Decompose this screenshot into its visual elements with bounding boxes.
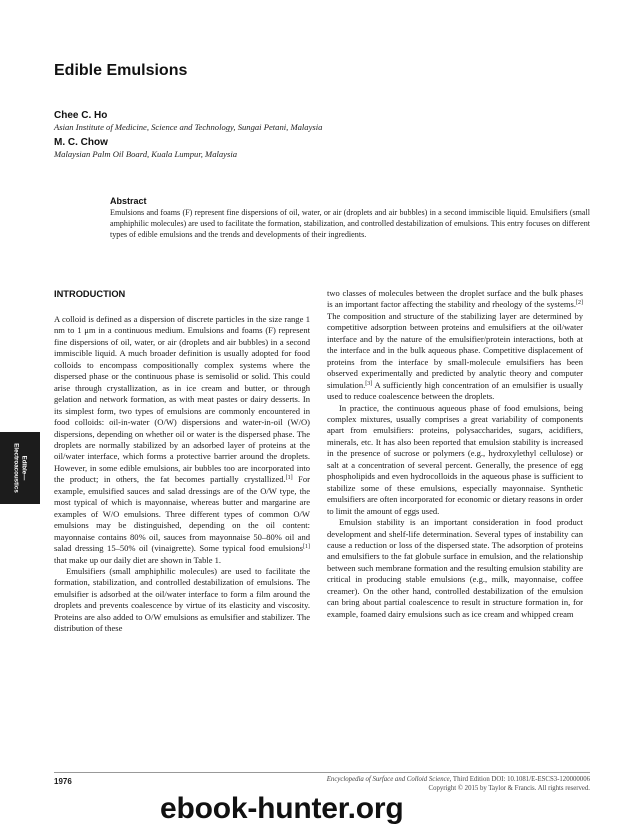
copyright-line: Copyright © 2015 by Taylor & Francis. All rights reserved. [428,785,590,792]
citation-ref: [1] [285,475,293,482]
author-affiliation: Asian Institute of Medicine, Science and Technology, Sungai Petani, Malaysia [54,122,323,132]
abstract-text: Emulsions and foams (F) represent fine dispersions of oil, water, or air (droplets and air bubbles) in a second immiscible liquid. Emulsifiers (small amphiphilic molecules) are used to facilitate the formation, stabilization, and controlled destabilization of emulsions. This entry focuses on different types of edible emulsions and the trends and developments of their ingredients. [110,208,590,239]
body-column-right [327,288,583,620]
author-name: Chee C. Ho [54,110,108,121]
abstract-heading: Abstract [110,196,147,206]
watermark: ebook-hunter.org [160,792,404,825]
page-number: 1976 [54,777,72,786]
author-name: M. C. Chow [54,137,108,148]
section-thumb-label: Edible— Electroacoustics [13,443,28,493]
citation-ref: [3] [365,380,373,387]
article-title: Edible Emulsions [54,62,188,79]
citation-ref: [2] [576,300,583,307]
body-paragraph: two classes of molecules between the droplet surface and the bulk phases is an important factor affecting the stability and rheology of the systems.[2] The composition and structure of the stabilizing layer are determined by competitive adsorption between proteins and emulsifiers at the oil/water interface and by the nature of the emulsifier/protein interactions, both at the interface and in the bulk aqueous phase. Competitive displacement of proteins from the interface by small-molecule emulsifiers has been observed experimentally and predicted by analytic theory and computer simulation.[3] A sufficiently high concentration of an emulsifier is usually used to reduce coalescence between the droplets. [327,288,583,402]
body-paragraph: Emulsifiers (small amphiphilic molecules) are used to facilitate the formation, stabilization, and controlled destabilization of emulsions. The emulsifier is adsorbed at the oil/water interface to form a film around the droplets and prevents coalescence by virtue of its elasticity and viscosity. Proteins are also added to O/W emulsions as emulsifier and stabilizer. The distribution of these [54,565,310,634]
section-thumb-tab [0,432,40,504]
citation-ref: [1] [303,544,310,551]
section-heading-introduction: INTRODUCTION [54,289,126,299]
footer-rule [54,772,590,773]
body-paragraph: A colloid is defined as a dispersion of discrete particles in the size range 1 nm to 1 μm in a continuous medium. Emulsions and foams (F) represent fine dispersions of oil, water, or air (droplets and air bubbles) in a second immiscible liquid. A much broader definition is usually adopted for food colloids to encompass compositionally complex systems where the dispersed phase or the continuous phase is semisolid or solid. This could arise through crystallization, as in ice cream and butter, or through gelation and network formation, as with meat pastes or dairy desserts. In its simplest form, two types of emulsions are commonly encountered in food colloids: oil-in-water (O/W) dispersions and water-in-oil (W/O) dispersions, depending on whether oil or water is the dispersed phase. The droplets are normally stabilized by an adsorbed layer of proteins at the oil/water interface, which forms a protective barrier around the droplets. However, in some edible emulsions, air bubbles too are incorporated into the product; in others, the fat becomes partially crystallized.[1] For example, emulsified sauces and salad dressings are of the O/W type, the most typical of which is mayonnaise, whereas butter and margarine are examples of W/O emulsions. Three different types of common O/W emulsions may be distinguished, depending on the oil content: mayonnaise contains 80% oil, sauces from mayonnaise 50–80% oil and salad dressing 15–50% oil (vinaigrette). Some typical food emulsions[1] that make up our daily diet are shown in Table 1. [54,314,310,565]
footer-citation: Encyclopedia of Surface and Colloid Science, Third Edition DOI: 10.1081/E-ESCS3-120000006 Copyright © 2015 by Taylor & Francis. All rights reserved. [230,775,590,793]
author-affiliation: Malaysian Palm Oil Board, Kuala Lumpur, Malaysia [54,149,238,159]
body-column-left [54,288,310,635]
body-paragraph: In practice, the continuous aqueous phase of food emulsions, being complex mixtures, usually comprises a great variability of components apart from emulsifiers: proteins, polysaccharides, sugars, acidifiers, minerals, etc. It has also been reported that emulsion stability is increased in the presence of sucrose or polymers (e.g., hydroxylethyl cellulose) or salt at a concentration of several percent. Generally, the presence of egg phospholipids and even hydrocolloids in the aqueous phase is sufficient to stabilize some of these emulsions, especially mayonnaise. Synthetic emulsifiers are often incorporated for economic or dietary reasons in order to limit the amount of eggs used. [327,402,583,516]
body-paragraph: Emulsion stability is an important consideration in food product development and shelf-life determination. Several types of instability can cause a reduction or loss of the dispersed state. The adsorption of proteins and emulsifiers to the fat globule surface in emulsion, and the relationship between such membrane formation and the resulting emulsion stability are critical in producing stable emulsions (e.g., milk, mayonnaise, coffee creamer). On the other hand, controlled destabilization of the emulsion can bring about partial coalescence to result in structure formation in, for example, foamed dairy emulsions such as ice cream and whipped cream [327,517,583,619]
